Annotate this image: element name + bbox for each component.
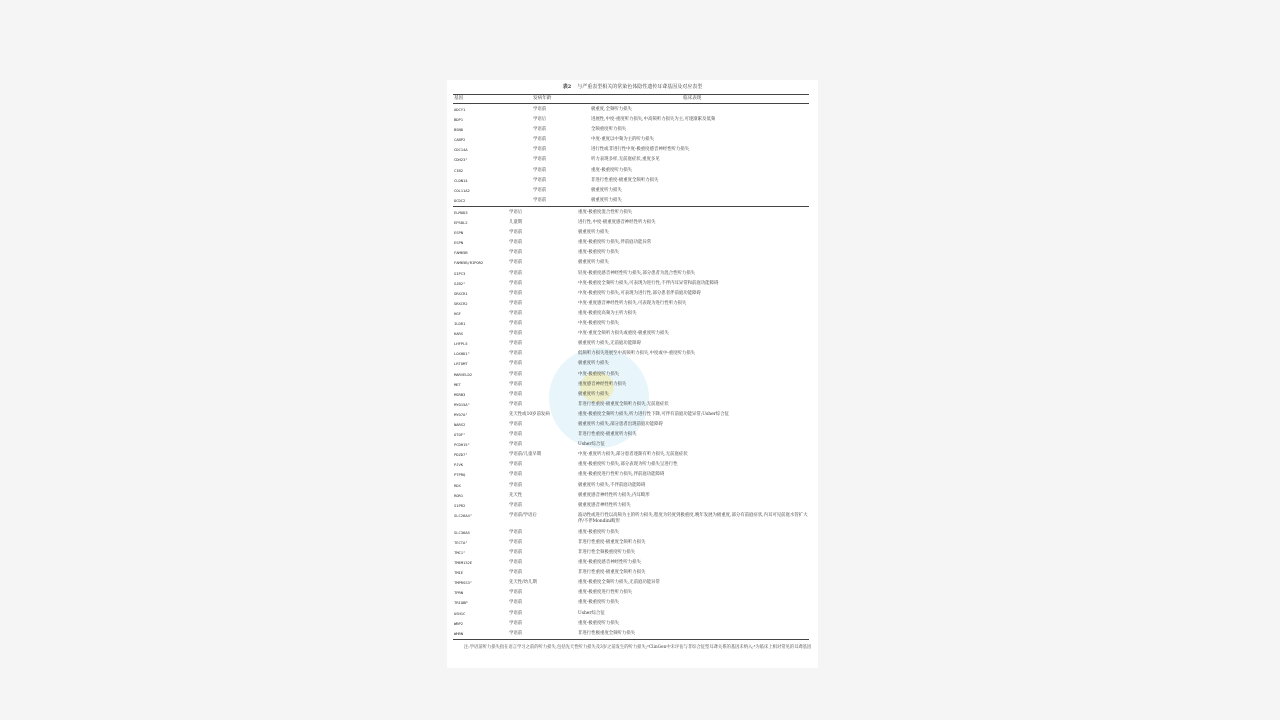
onset-cell: 学语前	[509, 401, 523, 407]
gene-cell: MYO7Aᵃ	[454, 411, 468, 417]
table-body-part1	[447, 105, 818, 206]
table-row	[447, 629, 818, 639]
gene-cell: TMPRSS3ᵃ	[454, 580, 472, 586]
onset-cell: 学语前	[509, 462, 523, 468]
table-row	[447, 538, 818, 548]
table-row	[447, 470, 818, 480]
gene-cell: NARS2	[454, 421, 466, 427]
onset-cell: 学语前	[533, 177, 547, 183]
onset-cell: 学语前	[533, 197, 547, 203]
table-row	[447, 349, 818, 359]
phenotype-cell: 极重度感音神经性听力损失	[578, 502, 631, 508]
phenotype-cell: 中度-重度以中频为主的听力损失	[591, 137, 654, 143]
table-row	[447, 155, 818, 165]
gene-cell: TECTAᵃ	[454, 539, 468, 545]
gene-cell: KARS	[454, 331, 463, 337]
gene-cell: FAM65B/RIPOR2	[454, 260, 484, 266]
gene-cell: LOXHD1ᵃ	[454, 351, 470, 357]
table-row	[447, 390, 818, 400]
table-row	[447, 299, 818, 309]
gene-cell: MSRB3	[454, 391, 466, 397]
phenotype-cell: 进行性或非进行性中度-极重度感音神经性听力损失	[591, 147, 690, 153]
onset-cell: 学语前	[509, 260, 523, 266]
phenotype-cell: 进行性,中度-极重度感音神经性听力损失	[578, 220, 656, 226]
phenotype-cell: 进展性,中度-重度听力损失,中高频听力损失为主,可逐渐累及低频	[591, 117, 716, 123]
table-row	[447, 238, 818, 248]
onset-cell: 学语前	[509, 310, 523, 316]
phenotype-cell: 非进行性重度-极重度全频听力损失	[591, 177, 659, 183]
onset-cell: 学语前	[509, 529, 523, 535]
phenotype-cell: Usher综合征	[578, 442, 605, 448]
onset-cell: 学语前	[509, 590, 523, 596]
table-row	[447, 440, 818, 450]
table-row	[447, 400, 818, 410]
onset-cell: 学语前	[533, 127, 547, 133]
phenotype-cell: 重度-极重度听力损失	[578, 600, 619, 606]
onset-cell: 学语前	[509, 421, 523, 427]
onset-cell: 学语前	[509, 351, 523, 357]
onset-cell: 学语前	[509, 290, 523, 296]
table-row	[447, 410, 818, 420]
gene-cell: LRTOMT	[454, 361, 468, 367]
phenotype-cell: 重度-极重度全频听力损失,听力进行性下降,可伴有前庭功能异常;Usher综合征	[578, 411, 729, 417]
table-row	[447, 609, 818, 619]
gene-cell: GJB2ᵃ	[454, 280, 466, 286]
gene-cell: PCDH15ᵃ	[454, 442, 470, 448]
onset-cell: 学语前	[509, 610, 523, 616]
table-body-part2	[447, 208, 818, 639]
table-row	[447, 269, 818, 279]
phenotype-cell: 非进行性重度-极重度全频听力损失	[578, 539, 646, 545]
phenotype-cell: 重度-极重度听力损失,伴前庭功能异常	[578, 240, 652, 246]
onset-cell: 学语前	[509, 381, 523, 387]
table-row	[447, 619, 818, 629]
gene-cell: OTOFᵃ	[454, 432, 466, 438]
phenotype-cell: 中度-重度感音神经性听力损失,可表现为进行性听力损失	[578, 300, 687, 306]
table-caption	[447, 84, 818, 90]
gene-cell: EPS8L2	[454, 220, 468, 226]
gene-cell: WBP2	[454, 620, 463, 626]
onset-cell: 学语前	[509, 361, 523, 367]
gene-cell: CDH23ᵃ	[454, 157, 468, 163]
onset-cell: 先天性	[509, 492, 523, 498]
phenotype-cell: 重度-极重度高频为主听力损失	[578, 310, 637, 316]
gene-cell: ESPN	[454, 240, 463, 246]
table-row	[447, 196, 818, 206]
table-row	[447, 558, 818, 568]
onset-cell: 学语后	[509, 210, 523, 215]
phenotype-cell: 中度-极重度全频听力损失,可表现为进行性,不伴内耳异常和前庭功能障碍	[578, 280, 719, 286]
phenotype-cell: 极重度听力损失	[578, 260, 609, 266]
gene-cell: PDZD7ᵃ	[454, 452, 468, 458]
phenotype-cell: 重度-极重度进行性听力损失	[578, 590, 633, 596]
onset-cell: 儿童期	[509, 220, 523, 226]
footnote-text: 注:学语前听力损失指在语言学习之前的听力损失,包括先天性听力损失及3岁之前发生的听力损失;ᵃClinGen中未评估与非综合征型耳聋关系的基因未纳入;ᵃ为临床上相对常见的耳聋基因	[464, 645, 812, 650]
table-footnote	[454, 643, 812, 653]
section-rule	[453, 206, 809, 207]
phenotype-cell: 重度-极重度进行性听力损失,伴前庭功能障碍	[578, 472, 665, 478]
top-rule	[453, 94, 809, 95]
onset-cell: 学语前	[509, 300, 523, 306]
gene-cell: TMIE	[454, 570, 463, 576]
table-row	[447, 598, 818, 608]
gene-cell: ELMOD3	[454, 210, 468, 215]
phenotype-cell: 非进行性重度-极重度听力损失	[578, 432, 637, 438]
table-row	[447, 309, 818, 319]
onset-cell: 学语前	[509, 570, 523, 576]
onset-cell: 学语前	[509, 270, 523, 276]
gene-cell: GRXCR2	[454, 300, 468, 306]
phenotype-cell: 极重度听力损失	[591, 187, 622, 193]
table-row	[447, 548, 818, 558]
phenotype-cell: 全频重度听力损失	[591, 127, 627, 133]
gene-cell: ROR1	[454, 492, 463, 498]
onset-cell: 学语前	[509, 230, 523, 236]
onset-cell: 学语前	[509, 472, 523, 478]
onset-cell: 学语前	[509, 240, 523, 246]
gene-cell: SLC26A4ᵃ	[454, 512, 472, 518]
table-row	[447, 568, 818, 578]
gene-cell: WHRN	[454, 630, 463, 636]
table-row	[447, 319, 818, 329]
phenotype-cell: 重度-极重度听力损失	[578, 529, 619, 535]
gene-cell: TRIOBP	[454, 600, 468, 606]
caption-number: 表2	[562, 84, 572, 90]
phenotype-cell: 非进行性重度-极重度全频听力损失,无前庭症状	[578, 401, 669, 407]
onset-cell: 学语前	[509, 250, 523, 256]
gene-cell: S1PR2	[454, 502, 466, 508]
onset-cell: 学语前	[509, 539, 523, 545]
phenotype-cell: 中度-极重度听力损失	[578, 321, 619, 327]
onset-cell: 先天性或10岁前发病	[509, 411, 550, 417]
gene-cell: TPRN	[454, 590, 463, 596]
gene-cell: CDC14A	[454, 147, 468, 153]
onset-cell: 学语前	[509, 280, 523, 286]
onset-cell: 学语前	[509, 600, 523, 606]
phenotype-cell: 非进行性全频极重度听力损失	[578, 550, 636, 555]
table-row	[447, 460, 818, 470]
onset-cell: 学语前	[533, 187, 547, 193]
phenotype-cell: 重度-极重度听力损失	[578, 620, 619, 626]
onset-cell: 学语前	[509, 391, 523, 397]
onset-cell: 学语前	[509, 432, 523, 438]
gene-cell: FAM65B	[454, 250, 468, 256]
gene-cell: DCDC2	[454, 197, 466, 203]
onset-cell: 学语前	[533, 167, 547, 173]
gene-cell: CABP2	[454, 137, 466, 143]
onset-cell: 学语前	[509, 620, 523, 626]
phenotype-cell: 中度-极重度听力损失,可表现为进行性,部分患者伴前庭功能障碍	[578, 290, 701, 296]
table-row	[447, 528, 818, 538]
onset-cell: 学语前	[509, 331, 523, 337]
phenotype-cell: 极重度听力损失,不伴前庭功能障碍	[578, 482, 646, 488]
table-row	[447, 511, 818, 528]
gene-cell: BSND	[454, 127, 463, 133]
onset-cell: 学语前/学语后	[509, 512, 537, 518]
onset-cell: 学语后	[533, 117, 547, 123]
phenotype-cell: 非进行性极重度全频听力损失	[578, 630, 636, 636]
gene-cell: CIB2	[454, 167, 463, 173]
phenotype-cell: 极重度听力损失	[578, 230, 609, 236]
table-row	[447, 145, 818, 155]
table-row	[447, 258, 818, 268]
onset-cell: 学语前	[509, 502, 523, 508]
onset-cell: 学语前	[509, 442, 523, 448]
phenotype-cell: 重度-极重度听力损失,部分表现为听力损失呈进行性	[578, 462, 678, 468]
phenotype-cell: 极重度感音神经性听力损失,内耳畸形	[578, 492, 650, 498]
gene-cell: RDX	[454, 482, 461, 488]
gene-cell: MARVELD2	[454, 371, 472, 377]
table-row	[447, 359, 818, 369]
onset-cell: 学语前	[509, 321, 523, 327]
phenotype-cell: 重度-极重度听力损失	[578, 250, 619, 256]
gene-cell: BDP1	[454, 117, 463, 123]
table-row	[447, 105, 818, 115]
table-row	[447, 588, 818, 598]
header-rule	[453, 103, 809, 104]
onset-cell: 先天性/幼儿期	[509, 580, 537, 586]
table-row	[447, 491, 818, 501]
table-row	[447, 186, 818, 196]
phenotype-cell: 轻度-极重度感音神经性听力损失,部分患者为混合性听力损失	[578, 270, 696, 276]
table-row	[447, 248, 818, 258]
phenotype-cell: 极重度,全频听力损失	[591, 107, 632, 112]
table-row	[447, 380, 818, 390]
table-row	[447, 279, 818, 289]
phenotype-cell: 非进行性重度-极重度全频听力损失	[578, 570, 646, 576]
onset-cell: 学语前	[533, 147, 547, 153]
header-onset: 发病年龄	[533, 96, 552, 101]
table-row	[447, 289, 818, 299]
onset-cell: 学语前	[533, 157, 547, 163]
table-row	[447, 481, 818, 491]
gene-cell: SLC36A5	[454, 529, 470, 535]
header-gene: 基因	[454, 96, 464, 101]
phenotype-cell: 极重度听力损失	[591, 197, 622, 203]
onset-cell: 学语前	[509, 560, 523, 566]
gene-cell: MET	[454, 381, 461, 387]
gene-cell: PTPRQ	[454, 472, 466, 478]
phenotype-cell: 低频听力损失进展至中高频听力损失,中度或中-重度听力损失	[578, 351, 696, 357]
document-page	[447, 80, 818, 668]
table-row	[447, 176, 818, 186]
gene-cell: ESPN	[454, 230, 463, 236]
phenotype-cell: 极重度听力损失,部分患者出现前庭功能障碍	[578, 421, 663, 427]
table-row	[447, 370, 818, 380]
phenotype-cell: 重度-极重度听力损失	[591, 167, 632, 173]
gene-cell: MYO15Aᵃ	[454, 401, 470, 407]
phenotype-cell: Usher综合征	[578, 610, 605, 616]
gene-cell: GIPC3	[454, 270, 466, 276]
table-row	[447, 501, 818, 511]
table-row	[447, 208, 818, 218]
gene-cell: GRXCR1	[454, 290, 468, 296]
table-row	[447, 135, 818, 145]
table-row	[447, 450, 818, 460]
gene-cell: CLDN14	[454, 177, 468, 183]
phenotype-cell: 听力表现多样,无前庭症状,重度多见	[591, 157, 660, 163]
header-phenotype: 临床表现	[683, 96, 702, 101]
onset-cell: 学语前	[509, 371, 523, 377]
table-row	[447, 125, 818, 135]
phenotype-cell: 波动性或进行性以高频为主的听力损失,程度为轻度到极重度,晚年发展为极重度,部分有前庭症状,内耳可见前庭水管扩大伴/不伴Mondini畸形	[578, 512, 808, 524]
gene-cell: LHFPL5	[454, 341, 468, 347]
gene-cell: HGF	[454, 310, 461, 316]
gene-cell: COL11A2	[454, 187, 470, 193]
phenotype-cell: 重度-极重度全频听力损失,无前庭功能异常	[578, 580, 660, 586]
onset-cell: 学语前/儿童早期	[509, 452, 542, 458]
phenotype-cell: 重度-极重度混合性听力损失	[578, 210, 633, 215]
onset-cell: 学语前	[509, 341, 523, 347]
onset-cell: 学语前	[509, 630, 523, 636]
gene-cell: TMEM132E	[454, 560, 472, 566]
phenotype-cell: 重度-极重度感音神经性听力损失	[578, 560, 641, 566]
table-row	[447, 420, 818, 430]
phenotype-cell: 极重度听力损失	[578, 391, 609, 397]
gene-cell: ILDR1	[454, 321, 466, 327]
table-row	[447, 430, 818, 440]
onset-cell: 学语前	[509, 550, 523, 555]
table-row	[447, 166, 818, 176]
table-row	[447, 115, 818, 125]
phenotype-cell: 重度感音神经性听力损失	[578, 381, 627, 387]
phenotype-cell: 极重度听力损失,无前庭功能障碍	[578, 341, 641, 347]
phenotype-cell: 极重度听力损失	[578, 361, 609, 367]
gene-cell: ADCY1	[454, 107, 466, 112]
table-row	[447, 228, 818, 238]
bottom-rule	[453, 639, 809, 640]
table-row	[447, 339, 818, 349]
table-row	[447, 578, 818, 588]
table-row	[447, 218, 818, 228]
phenotype-cell: 中度-重度听力损失,部分患者逐渐有听力损失,无前庭症状	[578, 452, 688, 458]
phenotype-cell: 中度-极重度听力损失	[578, 371, 619, 377]
onset-cell: 学语前	[533, 137, 547, 143]
table-row	[447, 329, 818, 339]
gene-cell: PJVK	[454, 462, 463, 468]
phenotype-cell: 中度-重度全频听力损失或重度-极重度听力损失	[578, 331, 669, 337]
onset-cell: 学语前	[509, 482, 523, 488]
gene-cell: USH1C	[454, 610, 466, 616]
caption-title: 与严重表型相关的常染色体隐性遗传耳聋基因及对应表型	[577, 84, 703, 90]
onset-cell: 学语前	[533, 107, 547, 112]
gene-cell: TMC1ᵃ	[454, 550, 466, 555]
